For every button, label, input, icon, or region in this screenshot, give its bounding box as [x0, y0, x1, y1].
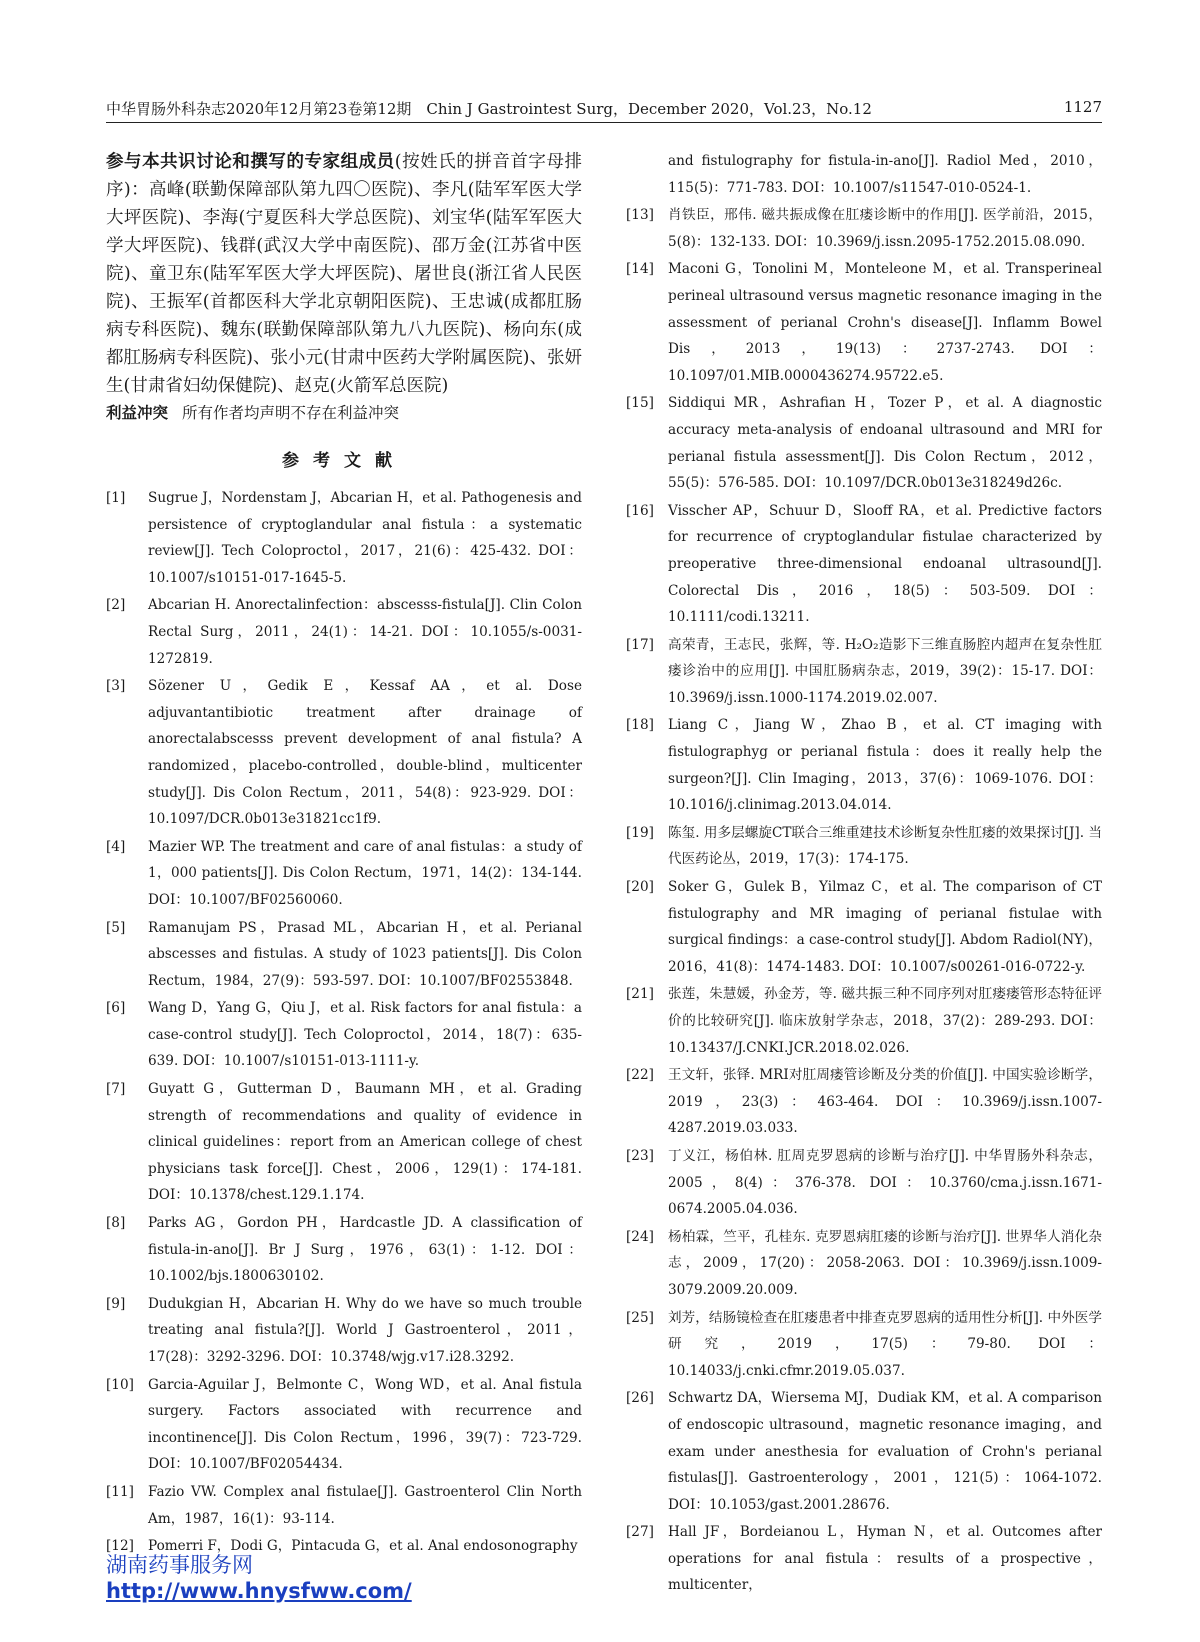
reference-item — [626, 1385, 1102, 1518]
expert-panel-label: 参与本共识讨论和撰写的专家组成员 — [106, 152, 395, 172]
footer-site-name: 湖南药事服务网 — [106, 1553, 253, 1577]
reference-item — [106, 915, 582, 995]
reference-number: [6] — [106, 1000, 126, 1017]
reference-number: [17] — [626, 636, 654, 653]
reference-number: [15] — [626, 395, 654, 412]
reference-item — [106, 1479, 582, 1532]
reference-text: 刘芳，结肠镜检查在肛瘘患者中排查克罗恩病的适用性分析[J]. 中外医学研究，2019，17(5)：79-80. DOI：10.14033/j.cnki.cfmr.2019.05.037. — [668, 1309, 1102, 1379]
reference-text: Mazier WP. The treatment and care of anal fistulas：a study of 1，000 patients[J]. Dis Colon Rectum，1971，14(2)：134-144. DOI：10.1007/BF02560060. — [148, 838, 582, 908]
reference-text: Schwartz DA，Wiersema MJ，Dudiak KM，et al. A comparison of endoscopic ultrasound，magnetic resonance imaging，and exam under anesthesia for evaluation of Crohn's perianal fistulas[J]. Gastroenterology，2001，121(5)：1064-1072. DOI：10.1053/gast.2001.28676. — [668, 1390, 1102, 1513]
reference-text: Soker G，Gulek B，Yilmaz C，et al. The comparison of CT fistulography and MR imaging of perianal fistulae with surgical findings：a case-control study[J]. Abdom Radiol(NY)，2016，41(8)：1474-1483. DOI：10.1007/s00261-016-0722-y. — [668, 879, 1102, 975]
reference-number: [2] — [106, 597, 126, 614]
reference-text: 高荣青，王志民，张辉，等. H₂O₂造影下三维直肠腔内超声在复杂性肛瘘诊治中的应用[J]. 中国肛肠病杂志，2019，39(2)：15-17. DOI：10.3969/j.issn.1000-1174.2019.02.007. — [668, 636, 1102, 706]
reference-number: [3] — [106, 678, 126, 695]
reference-item — [626, 1062, 1102, 1142]
reference-text: Dudukgian H，Abcarian H. Why do we have so much trouble treating anal fistula?[J]. World J Gastroenterol，2011，17(28)：3292-3296. DOI：10.3748/wjg.v17.i28.3292. — [148, 1295, 582, 1365]
reference-item — [626, 820, 1102, 873]
reference-item — [106, 485, 582, 591]
reference-number: [19] — [626, 824, 654, 841]
reference-number: [11] — [106, 1483, 134, 1500]
reference-item — [626, 1305, 1102, 1385]
reference-number: [16] — [626, 502, 654, 519]
expert-panel-paragraph — [106, 148, 582, 400]
reference-text: 杨柏霖，竺平，孔桂东. 克罗恩病肛瘘的诊断与治疗[J]. 世界华人消化杂志，2009，17(20)：2058-2063. DOI：10.3969/j.issn.1009-3079.2009.20.009. — [668, 1228, 1102, 1298]
reference-text: 张莲，朱慧媛，孙金芳，等. 磁共振三种不同序列对肛瘘瘘管形态特征评价的比较研究[J]. 临床放射学杂志，2018，37(2)：289-293. DOI：10.13437/J.CNKI.JCR.2018.02.026. — [668, 986, 1102, 1056]
references-heading: 参考文献 — [282, 451, 406, 471]
page-number: 1127 — [1063, 98, 1102, 116]
reference-item — [626, 981, 1102, 1061]
reference-number: [4] — [106, 838, 126, 855]
reference-item — [626, 256, 1102, 389]
reference-number: [25] — [626, 1309, 654, 1326]
reference-item — [626, 1224, 1102, 1304]
reference-number: [12] — [106, 1538, 134, 1555]
right-column — [626, 148, 1102, 1600]
reference-text: 肖铁臣，邢伟. 磁共振成像在肛瘘诊断中的作用[J]. 医学前沿，2015，5(8)：132-133. DOI：10.3969/j.issn.2095-1752.2015.08.090. — [668, 207, 1102, 250]
reference-list-left — [106, 485, 582, 1560]
reference-text: Liang C，Jiang W，Zhao B，et al. CT imaging with fistulographyg or perianal fistula：does it really help the surgeon?[J]. Clin Imaging，2013，37(6)：1069-1076. DOI：10.1016/j.clinimag.2013.04.014. — [668, 717, 1102, 814]
reference-number: [22] — [626, 1067, 654, 1084]
reference-text: Guyatt G，Gutterman D，Baumann MH，et al. Grading strength of recommendations and quality of evidence in clinical guidelines：report from an American college of chest physicians task force[J]. Chest，2006，129(1)：174-181. DOI：10.1378/chest.129.1.174. — [148, 1081, 582, 1204]
reference-item — [106, 1372, 582, 1478]
reference-text: 丁义江，杨伯林. 肛周克罗恩病的诊断与治疗[J]. 中华胃肠外科杂志，2005，8(4)：376-378. DOI：10.3760/cma.j.issn.1671-0674.2005.04.036. — [668, 1147, 1102, 1218]
reference-number: [13] — [626, 207, 654, 224]
reference-item — [106, 592, 582, 672]
reference-number: [10] — [106, 1376, 134, 1393]
reference-item — [106, 1076, 582, 1209]
reference-list-right — [626, 202, 1102, 1599]
conflict-of-interest — [106, 400, 582, 426]
watermark-footer — [106, 1552, 412, 1604]
reference-number: [21] — [626, 986, 654, 1003]
running-header — [106, 98, 1102, 123]
reference-text: 王文轩，张铎. MRI对肛周瘘管诊断及分类的价值[J]. 中国实验诊断学，2019，23(3)：463-464. DOI：10.3969/j.issn.1007-4287.2019.03.033. — [668, 1067, 1102, 1137]
left-column — [106, 148, 582, 1561]
reference-item — [626, 202, 1102, 255]
reference-text: Visscher AP，Schuur D，Slooff RA，et al. Predictive factors for recurrence of cryptoglandular fistulae characterized by preoperative three-dimensional endoanal ultrasound[J]. Colorectal Dis，2016，18(5)：503-509. DOI：10.1111/codi.13211. — [668, 502, 1102, 626]
reference-number: [27] — [626, 1524, 654, 1541]
journal-citation: 中华胃肠外科杂志2020年12月第23卷第12期 Chin J Gastrointest Surg，December 2020，Vol.23，No.12 — [106, 100, 872, 118]
reference-number: [23] — [626, 1147, 654, 1164]
reference-text: Ramanujam PS，Prasad ML，Abcarian H，et al. Perianal abscesses and fistulas. A study of 1023 patients[J]. Dis Colon Rectum，1984，27(9)：593-597. DOI：10.1007/BF02553848. — [148, 919, 582, 989]
reference-text: Fazio VW. Complex anal fistulae[J]. Gastroenterol Clin North Am，1987，16(1)：93-114. — [148, 1483, 582, 1527]
reference-text: Maconi G，Tonolini M，Monteleone M，et al. Transperineal perineal ultrasound versus magnetic resonance imaging in the assessment of perianal Crohn's disease[J]. Inflamm Bowel Dis，2013，19(13)：2737-2743. DOI：10.1097/01.MIB.0000436274.95722.e5. — [668, 261, 1102, 384]
reference-item — [626, 632, 1102, 712]
reference-number: [1] — [106, 490, 126, 506]
reference-text: Pomerri F，Dodi G，Pintacuda G，et al. Anal endosonography — [148, 1538, 578, 1555]
reference-item — [106, 995, 582, 1075]
reference-item — [106, 834, 582, 914]
reference-text: Garcia-Aguilar J，Belmonte C，Wong WD，et al. Anal fistula surgery. Factors associated with recurrence and incontinence[J]. Dis Colon Rectum，1996，39(7)：723-729. DOI：10.1007/BF02054434. — [148, 1376, 582, 1473]
reference-number: [8] — [106, 1215, 126, 1232]
reference-text: Siddiqui MR，Ashrafian H，Tozer P，et al. A diagnostic accuracy meta-analysis of endoanal ultrasound and MRI for perianal fistula assessment[J]. Dis Colon Rectum，2012，55(5)：576-585. DOI：10.1097/DCR.0b013e318249d26c. — [668, 395, 1102, 492]
reference-item — [106, 1291, 582, 1371]
reference-text: Sugrue J，Nordenstam J，Abcarian H，et al. Pathogenesis and persistence of cryptoglandular anal fistula：a systematic review[J]. Tech Coloproctol，2017，21(6)：425-432. DOI：10.1007/s10151-017-1645-5. — [148, 490, 582, 586]
reference-number: [20] — [626, 879, 654, 896]
reference-text: Parks AG，Gordon PH，Hardcastle JD. A classification of fistula-in-ano[J]. Br J Surg，1976，63(1)：1-12. DOI：10.1002/bjs.1800630102. — [148, 1215, 582, 1285]
reference-text: Hall JF，Bordeianou L，Hyman N，et al. Outcomes after operations for anal fistula：results of a prospective，multicenter， — [668, 1524, 1102, 1594]
reference-item — [626, 874, 1102, 980]
reference-item — [626, 1519, 1102, 1599]
reference-text: Sözener U，Gedik E，Kessaf AA，et al. Dose adjuvantantibiotic treatment after drainage of anorectalabscesss prevent development of anal fistula? A randomized，placebo-controlled，double-blind，multicenter study[J]. Dis Colon Rectum，2011，54(8)：923-929. DOI：10.1097/DCR.0b013e31821cc1f9. — [148, 678, 582, 828]
reference-number: [18] — [626, 717, 654, 734]
reference-item — [626, 390, 1102, 496]
expert-panel-text: (按姓氏的拼音首字母排序)：高峰(联勤保障部队第九四〇医院)、李凡(陆军军医大学大坪医院)、李海(宁夏医科大学总医院)、刘宝华(陆军军医大学大坪医院)、钱群(武汉大学中南医院)、邵万金(江苏省中医院)、童卫东(陆军军医大学大坪医院)、屠世良(浙江省人民医院)、王振军(首都医科大学北京朝阳医院)、王忠诚(成都肛肠病专科医院)、魏东(联勤保障部队第九八九医院)、杨向东(成都肛肠病专科医院)、张小元(甘肃中医药大学附属医院)、张妍生(甘肃省妇幼保健院)、赵克(火箭军总医院) — [106, 152, 583, 396]
reference-continuation — [626, 148, 1102, 201]
reference-text: Wang D，Yang G，Qiu J，et al. Risk factors for anal fistula：a case-control study[J]. Tech Coloproctol，2014，18(7)：635-639. DOI：10.1007/s10151-013-1111-y. — [148, 1000, 582, 1070]
reference-item — [106, 673, 582, 833]
reference-number: [7] — [106, 1081, 126, 1098]
reference-number: [14] — [626, 261, 654, 278]
reference-text: 陈玺. 用多层螺旋CT联合三维重建技术诊断复杂性肛瘘的效果探讨[J]. 当代医药论丛，2019，17(3)：174-175. — [668, 824, 1102, 868]
reference-number: [9] — [106, 1295, 126, 1312]
conflict-label: 利益冲突 — [106, 403, 169, 422]
reference-item — [106, 1210, 582, 1290]
reference-number: [26] — [626, 1390, 654, 1407]
reference-item — [626, 712, 1102, 818]
reference-text: Abcarian H. Anorectalinfection：abscesss-fistula[J]. Clin Colon Rectal Surg，2011，24(1)：14-21. DOI：10.1055/s-0031-1272819. — [148, 597, 582, 667]
reference-number: [5] — [106, 919, 126, 936]
conflict-text: 所有作者均声明不存在利益冲突 — [182, 404, 400, 422]
reference-continuation-text: and fistulography for fistula-in-ano[J]. Radiol Med，2010，115(5)：771-783. DOI：10.1007/s11547-010-0524-1. — [668, 153, 1102, 196]
reference-number: [24] — [626, 1228, 654, 1245]
footer-url-link[interactable]: http://www.hnysfww.com/ — [106, 1579, 412, 1603]
reference-item — [626, 498, 1102, 631]
reference-item — [626, 1143, 1102, 1223]
